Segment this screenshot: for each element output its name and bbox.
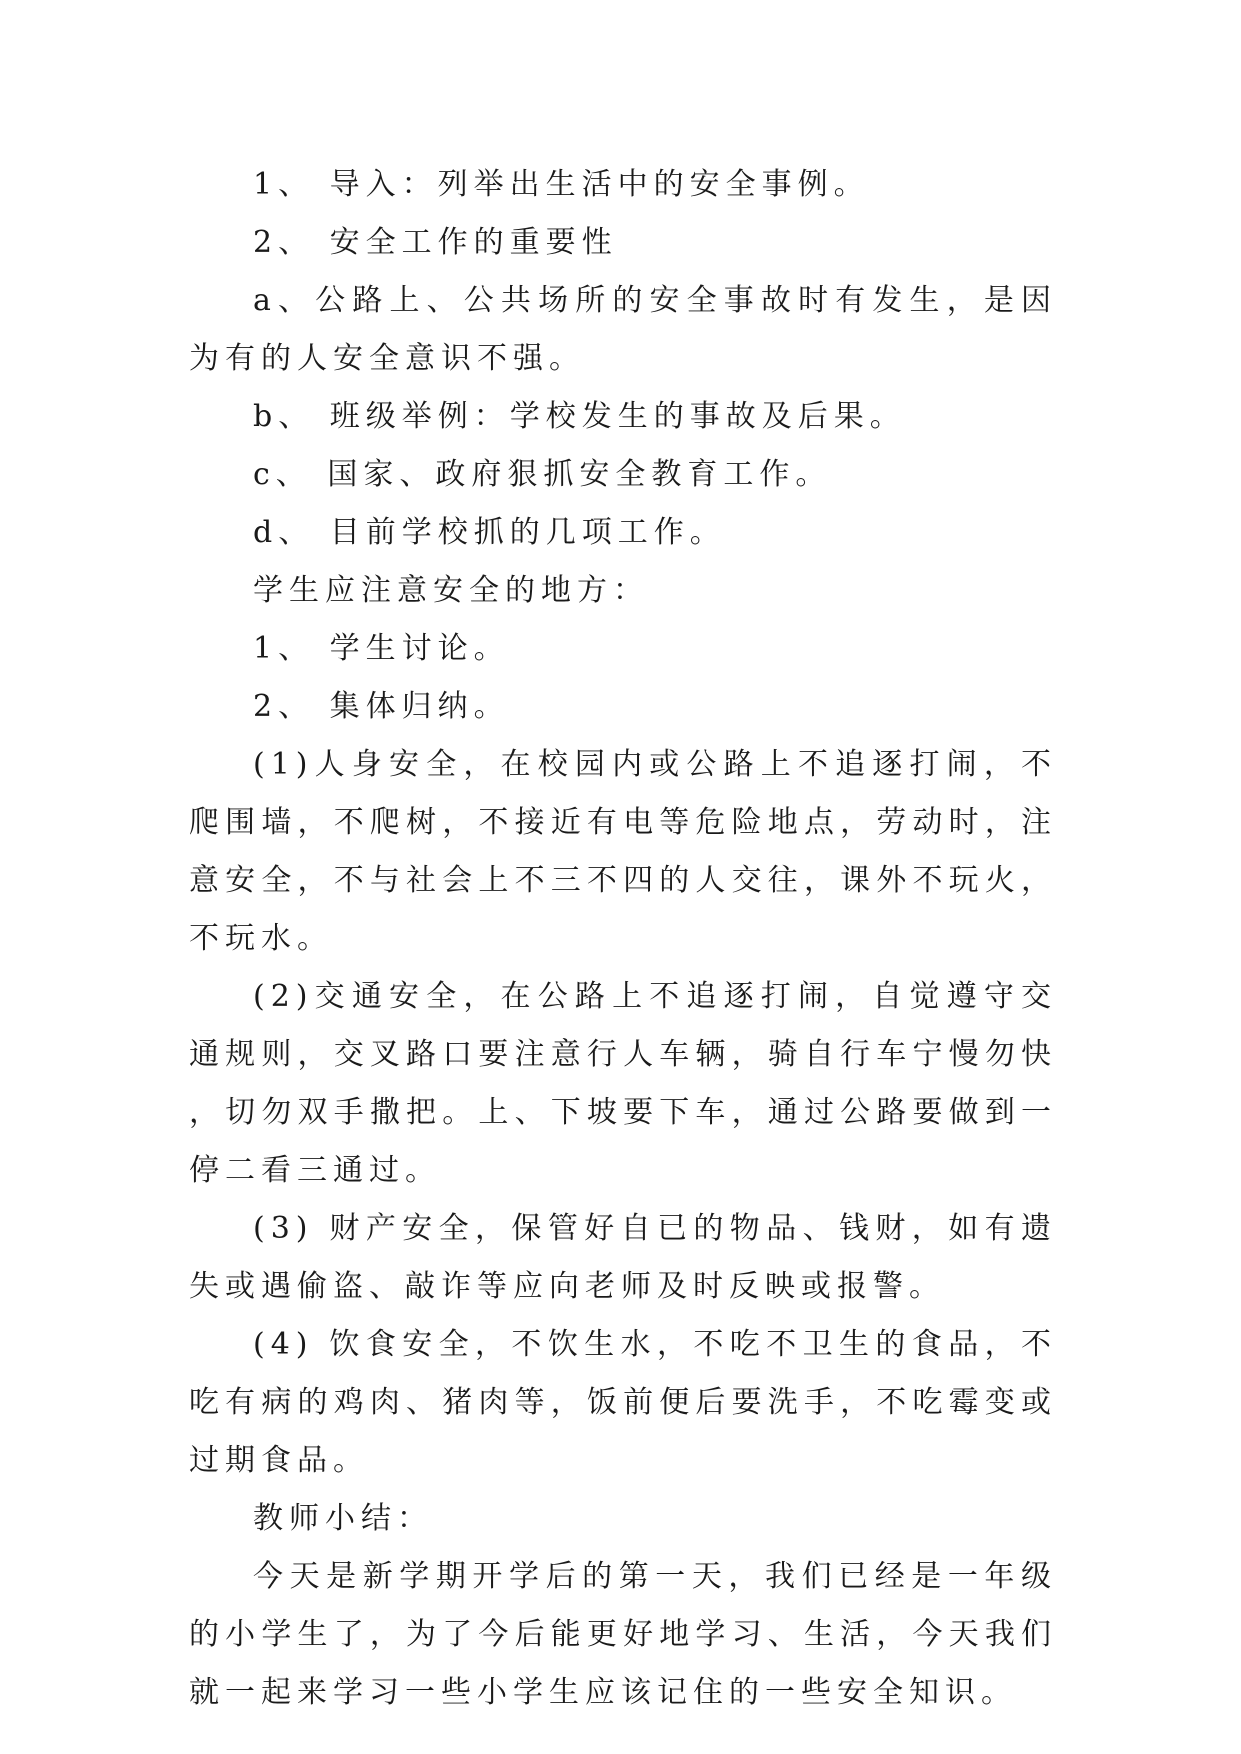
list-item-discussion: 1、 学生讨论。 — [253, 631, 510, 666]
paragraph-traffic-safety: (2)交通安全，在公路上不追逐打闹，自觉遵守交通规则，交叉路口要注意行人车辆，骑自行车宁慢勿快，切勿双手撒把。上、下坡要下车，通过公路要做到一停二看三通过。 — [189, 979, 1057, 1188]
sub-item-d: d、 目前学校抓的几项工作。 — [253, 515, 726, 550]
list-item-importance: 2、 安全工作的重要性 — [253, 225, 618, 260]
document-body — [189, 156, 1057, 1722]
paragraph-personal-safety: (1)人身安全，在校园内或公路上不追逐打闹，不爬围墙，不爬树，不接近有电等危险地点，劳动时，注意安全，不与社会上不三不四的人交往，课外不玩火，不玩水。 — [189, 747, 1057, 956]
list-item-intro: 1、 导入：列举出生活中的安全事例。 — [253, 167, 870, 202]
sub-item-a: a、公路上、公共场所的安全事故时有发生，是因为有的人安全意识不强。 — [189, 283, 1057, 376]
paragraph-food-safety: (4) 饮食安全，不饮生水，不吃不卫生的食品，不吃有病的鸡肉、猪肉等，饭前便后要洗手，不吃霉变或过期食品。 — [189, 1327, 1057, 1478]
section-heading-safety-places: 学生应注意安全的地方： — [253, 573, 649, 608]
sub-item-b: b、 班级举例：学校发生的事故及后果。 — [253, 399, 906, 434]
section-heading-teacher-summary: 教师小结： — [253, 1501, 433, 1536]
paragraph-property-safety: (3) 财产安全，保管好自已的物品、钱财，如有遗失或遇偷盗、敲诈等应向老师及时反映或报警。 — [189, 1211, 1057, 1304]
paragraph-conclusion: 今天是新学期开学后的第一天，我们已经是一年级的小学生了，为了今后能更好地学习、生活，今天我们就一起来学习一些小学生应该记住的一些安全知识。 — [189, 1559, 1057, 1710]
sub-item-c: c、 国家、政府狠抓安全教育工作。 — [253, 457, 832, 492]
list-item-summary: 2、 集体归纳。 — [253, 689, 510, 724]
